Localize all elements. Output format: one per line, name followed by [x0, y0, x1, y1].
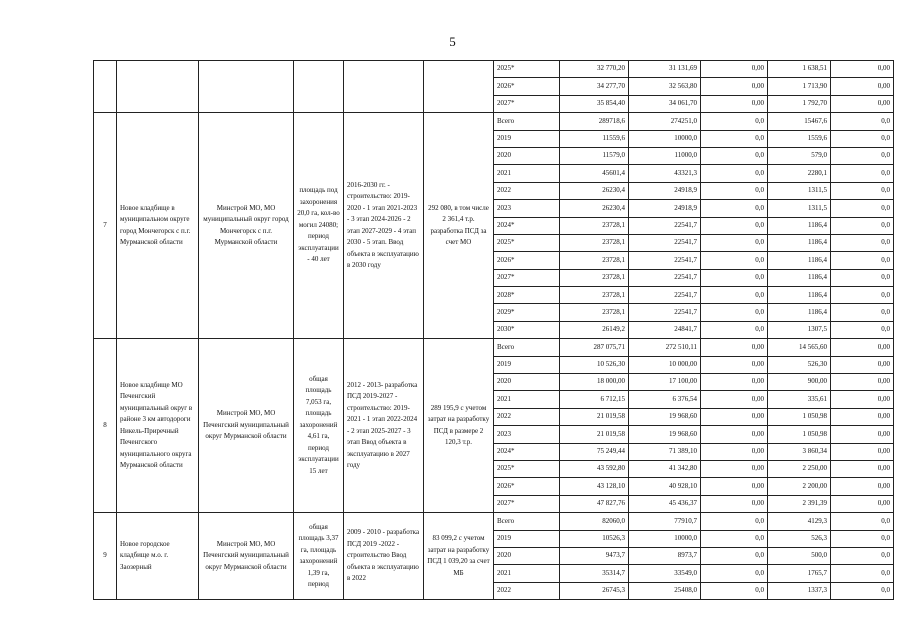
amount-cell: 47 827,76	[560, 495, 629, 512]
amount-cell: 0,0	[701, 165, 768, 182]
amount-cell: 33549,0	[629, 565, 701, 582]
customer-cell	[199, 61, 294, 113]
amount-cell: 0,00	[831, 374, 894, 391]
amount-cell: 43 128,10	[560, 478, 629, 495]
amount-cell: 0,00	[701, 339, 768, 356]
amount-cell: 0,00	[831, 408, 894, 425]
amount-cell: 0,0	[701, 182, 768, 199]
amount-cell: 0,00	[831, 78, 894, 95]
amount-cell: 0,0	[701, 147, 768, 164]
amount-cell: 0,00	[701, 460, 768, 477]
year-cell: 2027*	[494, 495, 560, 512]
amount-cell: 0,00	[701, 443, 768, 460]
amount-cell: 0,00	[831, 339, 894, 356]
capacity-cell: общая площадь 7,053 га, площадь захоронений 4,61 га, период эксплуатации 15 лет	[294, 339, 344, 513]
amount-cell: 11000,0	[629, 147, 701, 164]
year-cell: 2020	[494, 147, 560, 164]
year-cell: 2019	[494, 130, 560, 147]
amount-cell: 22541,7	[629, 269, 701, 286]
amount-cell: 1337,3	[768, 582, 831, 599]
amount-cell: 22541,7	[629, 217, 701, 234]
amount-cell: 11559,6	[560, 130, 629, 147]
amount-cell: 24918,9	[629, 182, 701, 199]
amount-cell: 31 131,69	[629, 61, 701, 78]
amount-cell: 9473,7	[560, 547, 629, 564]
amount-cell: 0,00	[831, 391, 894, 408]
amount-cell: 23728,1	[560, 252, 629, 269]
amount-cell: 43 592,80	[560, 460, 629, 477]
amount-cell: 1 713,90	[768, 78, 831, 95]
amount-cell: 32 563,80	[629, 78, 701, 95]
year-cell: 2023	[494, 200, 560, 217]
amount-cell: 10 000,00	[629, 356, 701, 373]
year-cell: 2023	[494, 426, 560, 443]
amount-cell: 1186,4	[768, 217, 831, 234]
amount-cell: 82060,0	[560, 513, 629, 530]
amount-cell: 0,0	[831, 147, 894, 164]
amount-cell: 43321,3	[629, 165, 701, 182]
amount-cell: 22541,7	[629, 304, 701, 321]
amount-cell: 0,0	[831, 182, 894, 199]
table-row	[94, 61, 894, 78]
amount-cell: 40 928,10	[629, 478, 701, 495]
amount-cell: 1186,4	[768, 304, 831, 321]
amount-cell: 1311,5	[768, 200, 831, 217]
object-name-cell: Новое кладбище в муниципальном округе город Мончегорск с п.г. Мурманской области	[117, 113, 199, 339]
amount-cell: 0,00	[701, 61, 768, 78]
amount-cell: 1186,4	[768, 269, 831, 286]
year-cell: 2028*	[494, 287, 560, 304]
amount-cell: 24841,7	[629, 321, 701, 338]
year-cell: 2026*	[494, 78, 560, 95]
year-cell: 2027*	[494, 95, 560, 112]
amount-cell: 1 792,70	[768, 95, 831, 112]
year-cell: Всего	[494, 513, 560, 530]
amount-cell: 0,0	[831, 269, 894, 286]
amount-cell: 335,61	[768, 391, 831, 408]
amount-cell: 3 860,34	[768, 443, 831, 460]
amount-cell: 0,00	[701, 391, 768, 408]
amount-cell: 0,00	[701, 95, 768, 112]
amount-cell: 0,0	[831, 321, 894, 338]
year-cell: 2025*	[494, 234, 560, 251]
amount-cell: 25408,0	[629, 582, 701, 599]
amount-cell: 14 565,60	[768, 339, 831, 356]
amount-cell: 0,0	[831, 565, 894, 582]
year-cell: 2022	[494, 408, 560, 425]
amount-cell: 0,00	[831, 426, 894, 443]
capacity-cell	[294, 61, 344, 113]
year-cell: 2025*	[494, 460, 560, 477]
amount-cell: 41 342,80	[629, 460, 701, 477]
amount-cell: 0,0	[701, 513, 768, 530]
amount-cell: 34 277,70	[560, 78, 629, 95]
no-cell	[94, 61, 117, 113]
amount-cell: 1559,6	[768, 130, 831, 147]
amount-cell: 526,30	[768, 356, 831, 373]
amount-cell: 0,0	[831, 513, 894, 530]
amount-cell: 2 391,39	[768, 495, 831, 512]
year-cell: 2024*	[494, 217, 560, 234]
amount-cell: 10526,3	[560, 530, 629, 547]
amount-cell: 0,0	[701, 130, 768, 147]
year-cell: 2024*	[494, 443, 560, 460]
amount-cell: 2280,1	[768, 165, 831, 182]
year-cell: 2022	[494, 582, 560, 599]
amount-cell: 2 250,00	[768, 460, 831, 477]
object-number-cell: 7	[94, 113, 117, 339]
amount-cell: 45601,4	[560, 165, 629, 182]
year-cell: 2019	[494, 356, 560, 373]
amount-cell: 6 376,54	[629, 391, 701, 408]
amount-cell: 8973,7	[629, 547, 701, 564]
amount-cell: 22541,7	[629, 287, 701, 304]
year-cell: Всего	[494, 113, 560, 130]
amount-cell: 18 000,00	[560, 374, 629, 391]
amount-cell: 579,0	[768, 147, 831, 164]
amount-cell: 15467,6	[768, 113, 831, 130]
amount-cell: 0,0	[831, 165, 894, 182]
amount-cell: 45 436,37	[629, 495, 701, 512]
amount-cell: 0,0	[831, 304, 894, 321]
amount-cell: 0,0	[701, 252, 768, 269]
amount-cell: 2 200,00	[768, 478, 831, 495]
amount-cell: 272 510,11	[629, 339, 701, 356]
amount-cell: 22541,7	[629, 234, 701, 251]
amount-cell: 10000,0	[629, 130, 701, 147]
year-cell: 2026*	[494, 252, 560, 269]
amount-cell: 0,0	[701, 547, 768, 564]
amount-cell: 77910,7	[629, 513, 701, 530]
customer-cell: Минстрой МО, МО Печенгский муниципальный округ Мурманской области	[199, 513, 294, 600]
stages-cell: 2016-2030 гг. - строительство: 2019-2020 - 1 этап 2021-2023 - 3 этап 2024-2026 - 2 этап 2027-2029 - 4 этап 2030 - 5 этап. Ввод объекта в эксплуатацию в 2030 году	[344, 113, 424, 339]
amount-cell: 0,00	[831, 95, 894, 112]
amount-cell: 287 075,71	[560, 339, 629, 356]
amount-cell: 11579,0	[560, 147, 629, 164]
amount-cell: 1 638,51	[768, 61, 831, 78]
year-cell: 2020	[494, 374, 560, 391]
amount-cell: 0,0	[701, 200, 768, 217]
amount-cell: 0,0	[831, 200, 894, 217]
amount-cell: 32 770,20	[560, 61, 629, 78]
amount-cell: 0,0	[831, 113, 894, 130]
amount-cell: 23728,1	[560, 269, 629, 286]
year-cell: 2022	[494, 182, 560, 199]
year-cell: 2027*	[494, 269, 560, 286]
amount-cell: 0,00	[701, 495, 768, 512]
amount-cell: 0,00	[831, 495, 894, 512]
amount-cell: 26230,4	[560, 182, 629, 199]
amount-cell: 0,0	[831, 130, 894, 147]
amount-cell: 0,0	[831, 217, 894, 234]
amount-cell: 526,3	[768, 530, 831, 547]
amount-cell: 0,0	[701, 234, 768, 251]
amount-cell: 35314,7	[560, 565, 629, 582]
cost-cell	[424, 61, 494, 113]
amount-cell: 500,0	[768, 547, 831, 564]
year-cell: 2026*	[494, 478, 560, 495]
amount-cell: 0,00	[701, 478, 768, 495]
stages-cell	[344, 61, 424, 113]
amount-cell: 0,0	[831, 530, 894, 547]
amount-cell: 23728,1	[560, 304, 629, 321]
year-cell: 2030*	[494, 321, 560, 338]
amount-cell: 0,00	[701, 356, 768, 373]
amount-cell: 4129,3	[768, 513, 831, 530]
amount-cell: 19 968,60	[629, 408, 701, 425]
amount-cell: 1186,4	[768, 287, 831, 304]
amount-cell: 0,00	[701, 426, 768, 443]
amount-cell: 0,0	[831, 252, 894, 269]
amount-cell: 1307,5	[768, 321, 831, 338]
object-name-cell: Новое городское кладбище м.о. г. Заозерный	[117, 513, 199, 600]
year-cell: 2025*	[494, 61, 560, 78]
page-number: 5	[449, 34, 456, 49]
amount-cell: 17 100,00	[629, 374, 701, 391]
amount-cell: 26745,3	[560, 582, 629, 599]
year-cell: 2021	[494, 565, 560, 582]
amount-cell: 0,0	[701, 113, 768, 130]
table-row	[94, 513, 894, 530]
object-number-cell: 9	[94, 513, 117, 600]
amount-cell: 0,00	[701, 408, 768, 425]
amount-cell: 0,0	[831, 234, 894, 251]
amount-cell: 1765,7	[768, 565, 831, 582]
amount-cell: 0,00	[831, 478, 894, 495]
amount-cell: 0,0	[701, 269, 768, 286]
year-cell: 2020	[494, 547, 560, 564]
amount-cell: 0,0	[701, 321, 768, 338]
amount-cell: 0,00	[701, 374, 768, 391]
amount-cell: 1311,5	[768, 182, 831, 199]
year-cell: 2019	[494, 530, 560, 547]
amount-cell: 0,0	[831, 287, 894, 304]
amount-cell: 274251,0	[629, 113, 701, 130]
amount-cell: 0,0	[831, 547, 894, 564]
amount-cell: 0,0	[701, 530, 768, 547]
customer-cell: Минстрой МО, МО Печенгский муниципальный округ Мурманской области	[199, 339, 294, 513]
object-number-cell: 8	[94, 339, 117, 513]
year-cell: Всего	[494, 339, 560, 356]
table-row	[94, 339, 894, 356]
year-cell: 2021	[494, 165, 560, 182]
amount-cell: 23728,1	[560, 287, 629, 304]
cemetery-financing-table	[93, 60, 894, 600]
amount-cell: 34 061,70	[629, 95, 701, 112]
amount-cell: 0,0	[701, 304, 768, 321]
amount-cell: 71 389,10	[629, 443, 701, 460]
amount-cell: 1186,4	[768, 234, 831, 251]
object-name-cell	[117, 61, 199, 113]
amount-cell: 0,00	[831, 443, 894, 460]
amount-cell: 22541,7	[629, 252, 701, 269]
amount-cell: 23728,1	[560, 234, 629, 251]
amount-cell: 23728,1	[560, 217, 629, 234]
amount-cell: 10000,0	[629, 530, 701, 547]
amount-cell: 1 050,98	[768, 408, 831, 425]
stages-cell: 2012 - 2013- разработка ПСД 2019-2027 - строительство: 2019-2021 - 1 этап 2022-2024 - 2 этап 2025-2027 - 3 этап Ввод объекта в эксплуатацию в 2027 году	[344, 339, 424, 513]
capacity-cell: площадь под захоронения 20,0 га, кол-во могил 24080; период эксплуатации - 40 лет	[294, 113, 344, 339]
cost-cell: 289 195,9 с учетом затрат на разработку ПСД в размере 2 120,3 т.р.	[424, 339, 494, 513]
customer-cell: Минстрой МО, МО муниципальный округ город Мончегорск с п.г. Мурманской области	[199, 113, 294, 339]
amount-cell: 26149,2	[560, 321, 629, 338]
amount-cell: 289718,6	[560, 113, 629, 130]
amount-cell: 0,0	[701, 565, 768, 582]
amount-cell: 24918,9	[629, 200, 701, 217]
amount-cell: 1186,4	[768, 252, 831, 269]
amount-cell: 900,00	[768, 374, 831, 391]
amount-cell: 1 050,98	[768, 426, 831, 443]
stages-cell: 2009 - 2010 - разработка ПСД 2019 -2022 - строительство Ввод объекта в эксплуатацию в 2022	[344, 513, 424, 600]
table-row	[94, 113, 894, 130]
amount-cell: 0,00	[831, 356, 894, 373]
amount-cell: 21 019,58	[560, 408, 629, 425]
amount-cell: 19 968,60	[629, 426, 701, 443]
amount-cell: 0,00	[831, 460, 894, 477]
cost-cell: 83 099,2 с учетом затрат на разработку ПСД 1 039,20 за счет МБ	[424, 513, 494, 600]
amount-cell: 0,0	[831, 582, 894, 599]
year-cell: 2029*	[494, 304, 560, 321]
amount-cell: 10 526,30	[560, 356, 629, 373]
amount-cell: 0,0	[701, 582, 768, 599]
amount-cell: 21 019,58	[560, 426, 629, 443]
amount-cell: 26230,4	[560, 200, 629, 217]
cost-cell: 292 080, в том числе 2 361,4 т.р. разработка ПСД за счет МО	[424, 113, 494, 339]
amount-cell: 6 712,15	[560, 391, 629, 408]
amount-cell: 0,0	[701, 287, 768, 304]
amount-cell: 0,00	[831, 61, 894, 78]
object-name-cell: Новое кладбище МО Печенгский муниципальный округ в районе 3 км автодороги Никель-Приречный Печенгского муниципального округа Мурманской области	[117, 339, 199, 513]
amount-cell: 0,00	[701, 78, 768, 95]
year-cell: 2021	[494, 391, 560, 408]
amount-cell: 0,0	[701, 217, 768, 234]
amount-cell: 35 854,40	[560, 95, 629, 112]
capacity-cell: общая площадь 3,37 га, площадь захоронений 1,39 га, период	[294, 513, 344, 600]
amount-cell: 75 249,44	[560, 443, 629, 460]
